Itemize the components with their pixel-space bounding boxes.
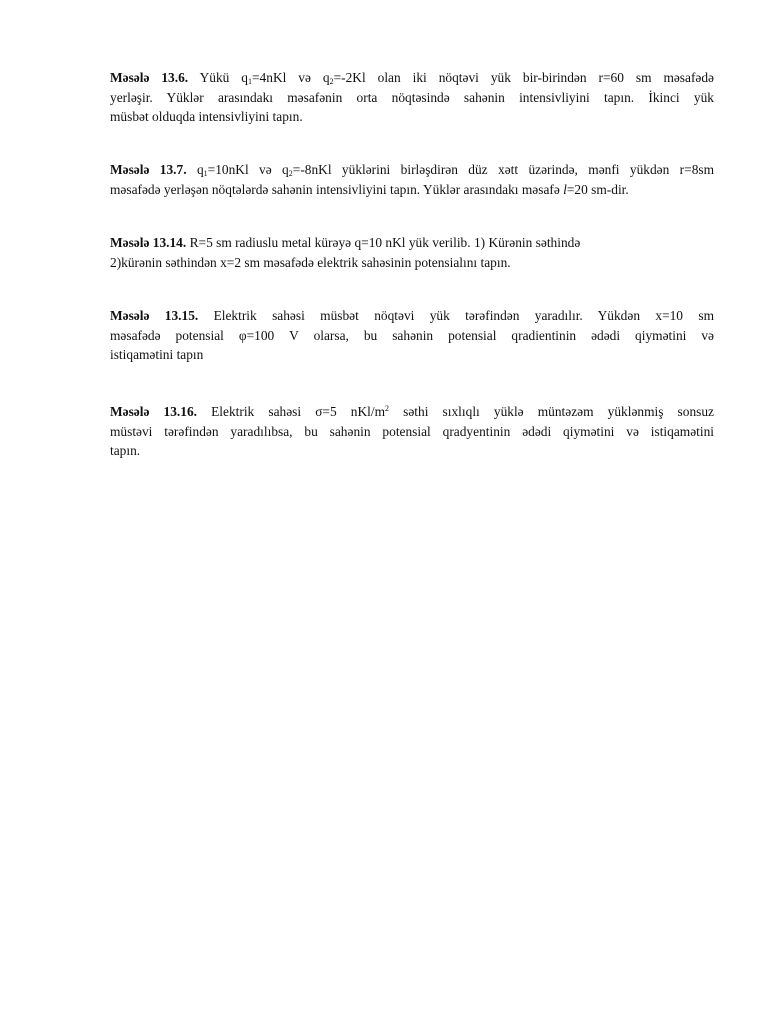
problem-13-6 bbox=[110, 68, 714, 127]
problem-13-14 bbox=[110, 233, 714, 272]
problem-text: =20 sm-dir. bbox=[566, 181, 629, 197]
problem-line bbox=[110, 68, 714, 88]
problem-title: Məsələ 13.16. bbox=[110, 404, 197, 419]
problem-line bbox=[110, 402, 714, 422]
problem-line bbox=[110, 180, 714, 200]
superscript: 2 bbox=[385, 404, 390, 413]
subscript: 2 bbox=[288, 169, 293, 178]
subscript: 1 bbox=[203, 169, 208, 178]
subscript: 2 bbox=[329, 77, 334, 86]
problem-title: Məsələ 13.7. bbox=[110, 162, 187, 177]
problem-text: =4nKl və q bbox=[252, 70, 330, 85]
problem-line: 2)kürənin səthindən x=2 sm məsafədə elektrik sahəsinin potensialını tapın. bbox=[110, 254, 511, 270]
problem-line: müstəvi tərəfindən yaradılıbsa, bu sahənin potensial qradyentinin ədədi qiymətini və istiqamətini bbox=[110, 423, 714, 439]
problem-title: Məsələ 13.15. bbox=[110, 308, 199, 323]
problem-line bbox=[110, 160, 714, 180]
problem-line: tapın. bbox=[110, 443, 141, 458]
problem-13-16 bbox=[110, 402, 714, 461]
problem-text: səthi sıxlıqlı yüklə müntəzəm yüklənmiş sonsuz bbox=[389, 404, 714, 419]
problem-line: yerləşir. Yüklər arasındakı məsafənin orta nöqtəsində sahənin intensivliyini tapın. İkinci yük bbox=[110, 89, 714, 105]
problem-text: R=5 sm radiuslu metal kürəyə q=10 nKl yük verilib. 1) Kürənin səthində bbox=[186, 235, 581, 250]
problem-line bbox=[110, 233, 714, 253]
problem-title: Məsələ 13.6. bbox=[110, 70, 189, 85]
problem-13-15 bbox=[110, 306, 714, 365]
problem-text: q bbox=[186, 162, 204, 177]
variable: l bbox=[563, 181, 567, 197]
problem-text: Elektrik sahəsi müsbət nöqtəvi yük tərəfindən yaradılır. Yükdən x=10 sm bbox=[198, 308, 714, 323]
problem-line: istiqamətini tapın bbox=[110, 347, 204, 362]
subscript: 1 bbox=[248, 77, 252, 86]
problem-13-7 bbox=[110, 160, 714, 199]
problem-line bbox=[110, 306, 714, 326]
problem-text: Elektrik sahəsi σ=5 nKl/m bbox=[197, 404, 386, 419]
problem-title: Məsələ 13.14. bbox=[110, 235, 187, 250]
problem-text: =-2Kl olan iki nöqtəvi yük bir-birindən r=60 sm məsafədə bbox=[333, 70, 714, 85]
problem-text: =-8nKl yüklərini birləşdirən düz xətt üzərində, mənfi yükdən r=8sm bbox=[292, 162, 715, 177]
problem-line: müsbət olduqda intensivliyini tapın. bbox=[110, 109, 303, 124]
problem-text: məsafədə yerləşən nöqtələrdə sahənin intensivliyini tapın. Yüklər arasındakı məsafə bbox=[110, 181, 564, 197]
problem-text: Yükü q bbox=[188, 70, 248, 85]
problem-text: =10nKl və q bbox=[207, 162, 289, 177]
problem-line: məsafədə potensial φ=100 V olarsa, bu sahənin potensial qradientinin ədədi qiymətini və bbox=[110, 327, 714, 343]
